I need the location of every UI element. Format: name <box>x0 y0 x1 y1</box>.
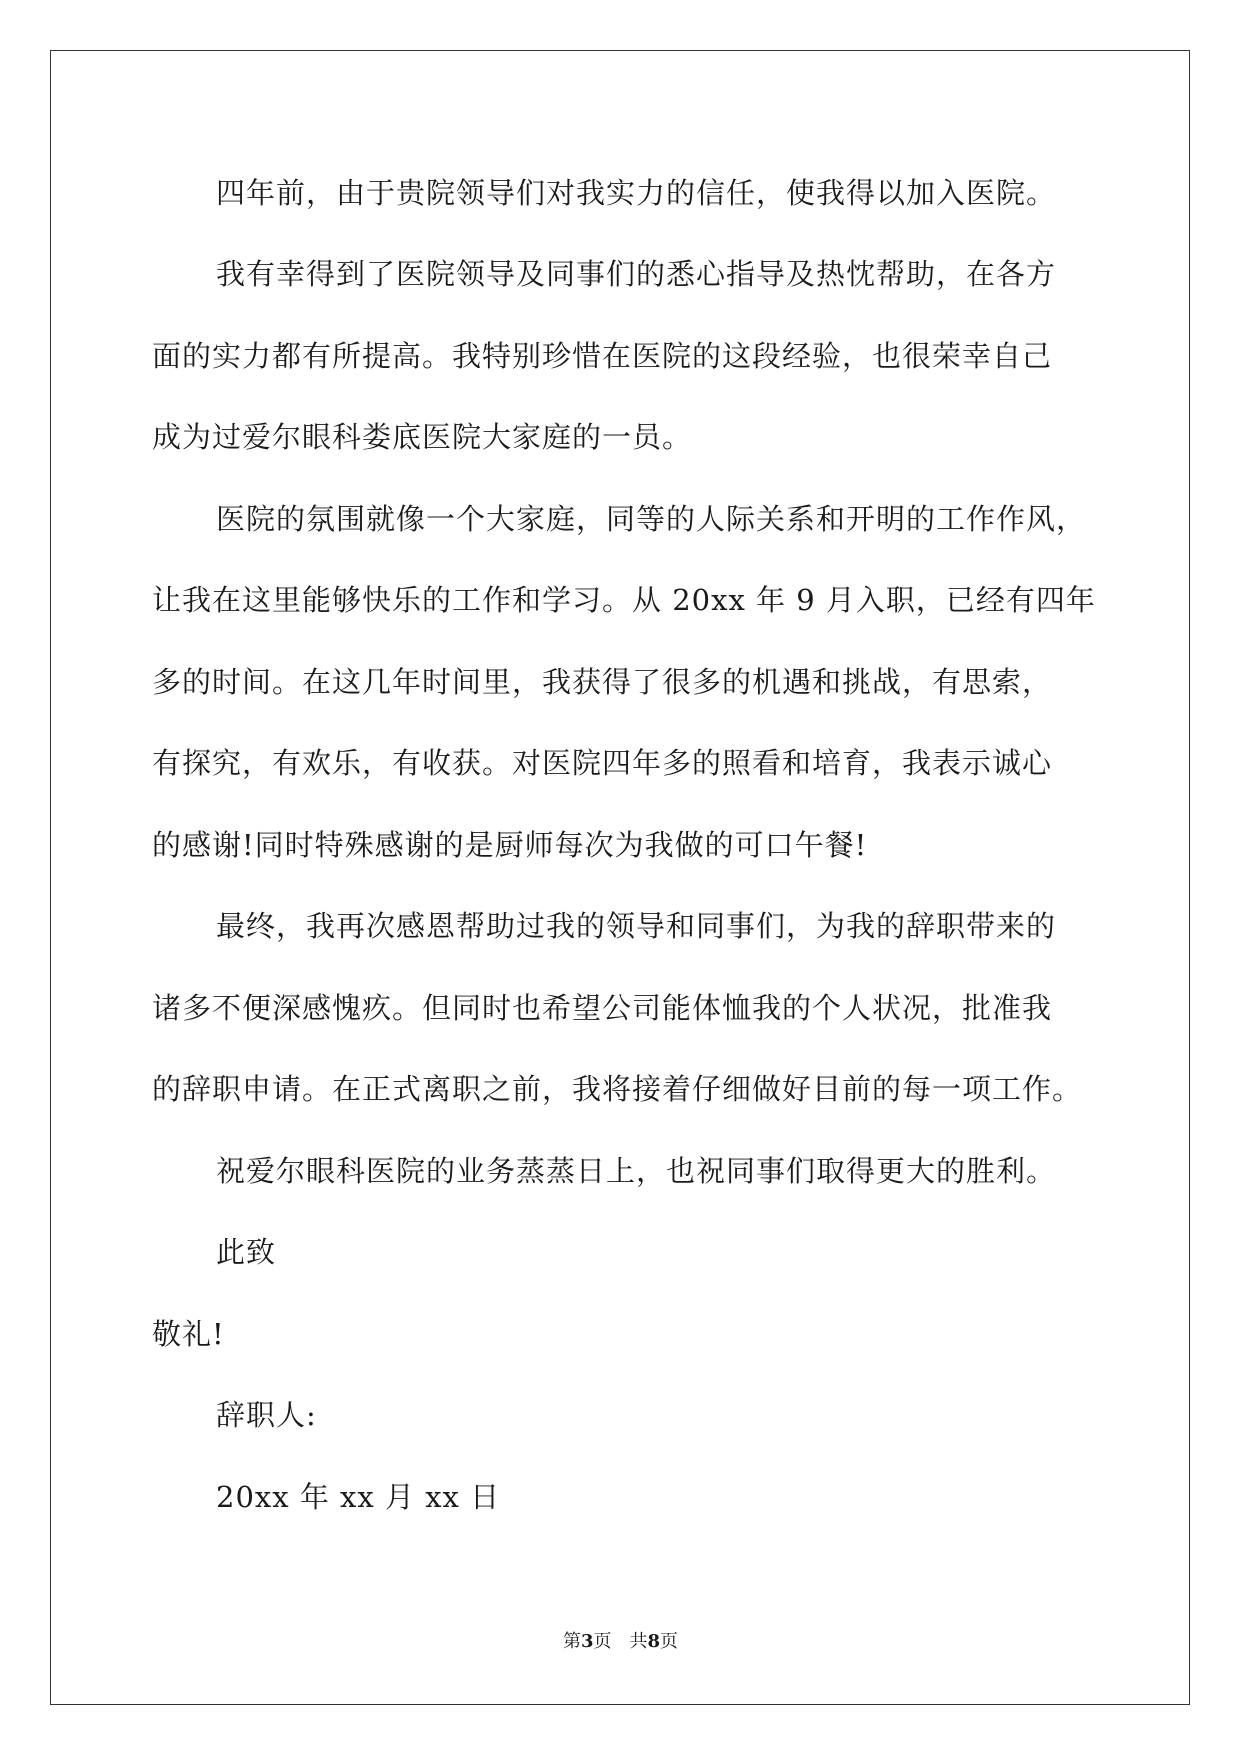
body-line-10: 最终，我再次感恩帮助过我的领导和同事们，为我的辞职带来的 <box>216 909 1057 943</box>
page-current-number: 3 <box>580 1631 594 1652</box>
body-line-8: 有探究，有欢乐，有收获。对医院四年多的照看和培育，我表示诚心 <box>152 746 1053 780</box>
body-line-12: 的辞职申请。在正式离职之前，我将接着仔细做好目前的每一项工作。 <box>152 1072 1083 1106</box>
page-footer <box>0 1630 1241 1654</box>
footer-prefix: 第 <box>562 1631 581 1652</box>
regards-line: 敬礼! <box>152 1317 225 1351</box>
body-line-13: 祝爱尔眼科医院的业务蒸蒸日上，也祝同事们取得更大的胜利。 <box>216 1154 1057 1188</box>
signature-label: 辞职人: <box>216 1398 317 1432</box>
body-line-11: 诸多不便深感愧疚。但同时也希望公司能体恤我的个人状况，批准我 <box>152 991 1053 1025</box>
body-line-3: 面的实力都有所提高。我特别珍惜在医院的这段经验，也很荣幸自己 <box>152 339 1053 373</box>
footer-mid: 页 共 <box>593 1631 648 1652</box>
body-line-2: 我有幸得到了医院领导及同事们的悉心指导及热忱帮助，在各方 <box>216 257 1057 291</box>
footer-suffix: 页 <box>660 1631 679 1652</box>
date-line: 20xx 年 xx 月 xx 日 <box>216 1480 501 1514</box>
body-line-5: 医院的氛围就像一个大家庭，同等的人际关系和开明的工作作风， <box>216 502 1087 536</box>
page-total-number: 8 <box>647 1631 661 1652</box>
salutation-line: 此致 <box>216 1235 277 1269</box>
page-border <box>50 50 1190 1705</box>
body-line-1: 四年前，由于贵院领导们对我实力的信任，使我得以加入医院。 <box>216 176 1057 210</box>
body-line-7: 多的时间。在这几年时间里，我获得了很多的机遇和挑战，有思索， <box>152 665 1053 699</box>
body-line-6: 让我在这里能够快乐的工作和学习。从 20xx 年 9 月入职，已经有四年 <box>152 583 1096 617</box>
body-line-4: 成为过爱尔眼科娄底医院大家庭的一员。 <box>152 420 693 454</box>
body-line-9: 的感谢!同时特殊感谢的是厨师每次为我做的可口午餐! <box>152 828 868 862</box>
